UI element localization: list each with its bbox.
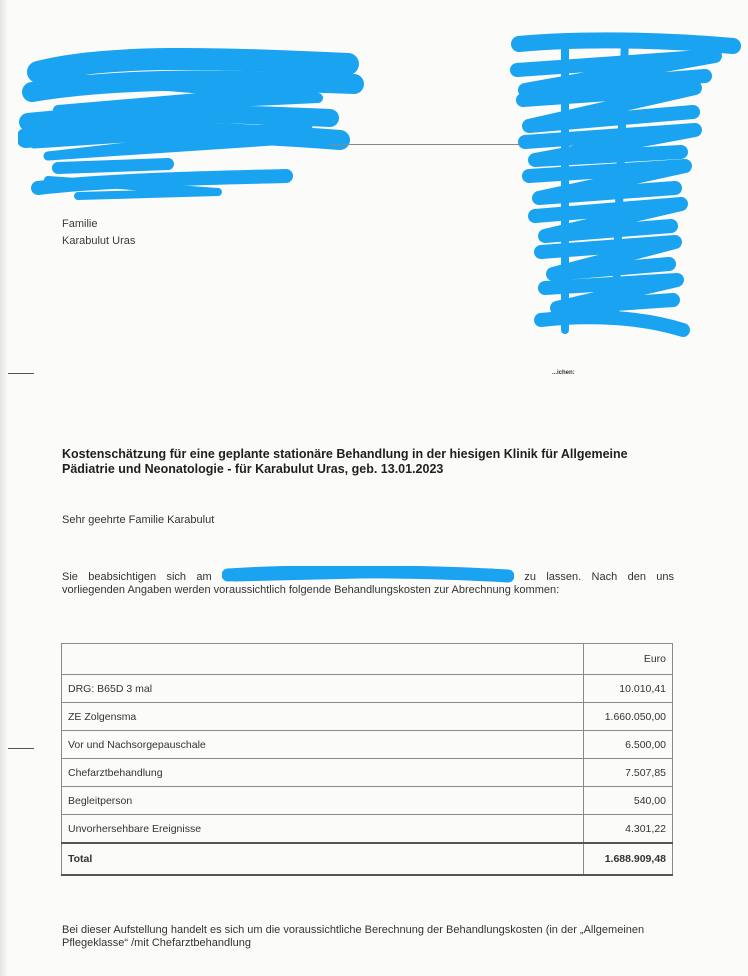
table-row bbox=[62, 731, 673, 759]
recipient-line-2: Karabulut Uras bbox=[62, 235, 136, 247]
row-label: Chefarztbehandlung bbox=[62, 759, 584, 787]
total-label: Total bbox=[62, 843, 584, 875]
header-empty-cell bbox=[62, 644, 584, 675]
recipient-line-1: Familie bbox=[62, 218, 98, 230]
intro-end: zu lassen. Nach den uns vorliegenden Angaben werden voraussichtlich folgende Behandlungskosten zur Abrechnung kommen: bbox=[62, 571, 675, 596]
cost-table-container bbox=[61, 643, 673, 876]
row-label: Vor und Nachsorgepauschale bbox=[62, 731, 584, 759]
row-amount: 6.500,00 bbox=[584, 731, 673, 759]
page-edge-shadow bbox=[0, 0, 8, 976]
table-row bbox=[62, 675, 673, 703]
row-label: ZE Zolgensma bbox=[62, 703, 584, 731]
fold-mark-top bbox=[8, 373, 34, 374]
table-header-row bbox=[62, 644, 673, 675]
recipient-address bbox=[62, 216, 135, 250]
closing-paragraph: Bei dieser Aufstellung handelt es sich um die voraussichtliche Berechnung der Behandlungskosten (in der „Allgemeinen Pflegeklasse“ /mit Chefarztbehandlung bbox=[62, 924, 645, 949]
letter-subject: Kostenschätzung für eine geplante stationäre Behandlung in der hiesigen Klinik für Allgemeine Pädiatrie und Neonatologie - für Karabulut Uras, geb. 13.01.2023 bbox=[62, 447, 628, 476]
row-amount: 10.010,41 bbox=[584, 675, 673, 703]
row-amount: 540,00 bbox=[584, 787, 673, 815]
redaction-sender-address bbox=[18, 40, 368, 210]
intro-paragraph bbox=[62, 566, 674, 596]
salutation: Sehr geehrte Familie Karabulut bbox=[62, 514, 215, 526]
table-row bbox=[62, 787, 673, 815]
row-label: Begleitperson bbox=[62, 787, 584, 815]
side-label-partial: ...ichen: bbox=[552, 370, 575, 376]
row-amount: 1.660.050,00 bbox=[584, 703, 673, 731]
redaction-date-procedure bbox=[222, 566, 514, 584]
fold-mark-middle bbox=[8, 748, 34, 749]
row-amount: 4.301,22 bbox=[584, 815, 673, 844]
row-label: DRG: B65D 3 mal bbox=[62, 675, 584, 703]
row-label: Unvorhersehbare Ereignisse bbox=[62, 815, 584, 844]
cost-table bbox=[61, 643, 673, 876]
total-amount: 1.688.909,48 bbox=[584, 843, 673, 875]
redaction-clinic-info bbox=[505, 30, 745, 360]
table-row bbox=[62, 703, 673, 731]
table-row bbox=[62, 815, 673, 844]
currency-header: Euro bbox=[584, 644, 673, 675]
table-row bbox=[62, 759, 673, 787]
table-total-row bbox=[62, 843, 673, 875]
intro-start: Sie beabsichtigen sich am bbox=[62, 571, 212, 583]
row-amount: 7.507,85 bbox=[584, 759, 673, 787]
